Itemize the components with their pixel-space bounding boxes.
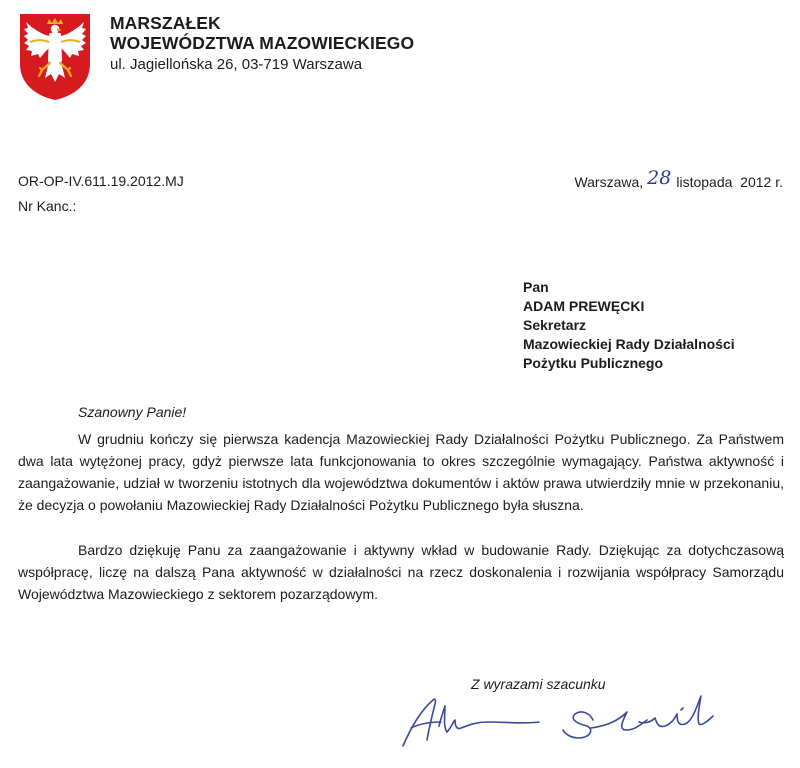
recipient-line: Pożytku Publicznego — [523, 355, 664, 371]
body-paragraph: Bardzo dziękuję Panu za zaangażowanie i aktywny wkład w budowanie Rady. Dziękując za dotychczasową współpracę, liczę na dalszą Pana aktywność w działalności na rzecz doskonalenia i rozwijania współpracy Samorządu Województwa Mazowieckiego z sektorem pozarządowym. — [18, 542, 784, 602]
recipient-block — [523, 278, 735, 373]
recipient-line: Sekretarz — [523, 317, 587, 333]
office-address: ul. Jagiellońska 26, 03-719 Warszawa — [110, 56, 363, 73]
recipient-line: Mazowieckiej Rady Działalności — [523, 336, 735, 352]
dateline — [574, 167, 783, 192]
body-paragraph: W grudniu kończy się pierwsza kadencja Mazowieckiej Rady Działalności Pożytku Publicznego. Za Państwem dwa lata wytężonej pracy, gdyż pierwsze lata funkcjonowania to okres szczególnie wymagający. Państwa aktywność i zaangażowanie, udział w tworzeniu istotnych dla województwa dokumentów i aktów prawa utwierdziły mnie w przekonaniu, że decyzja o powołaniu Mazowieckiej Rady Działalności Pożytku Publicznego była słuszna. — [18, 431, 784, 513]
handwritten-signature-icon — [395, 682, 725, 752]
office-title-line1: MARSZAŁEK — [110, 13, 221, 33]
closing-phrase: Z wyrazami szacunku — [471, 676, 606, 692]
date-day-handwritten: 28 — [647, 167, 672, 189]
date-month-year: listopada 2012 r. — [676, 174, 783, 190]
office-heading — [110, 13, 414, 74]
recipient-line: Pan — [523, 279, 549, 295]
office-title-line2: WOJEWÓDZTWA MAZOWIECKIEGO — [110, 33, 415, 53]
date-place: Warszawa, — [574, 174, 644, 190]
salutation: Szanowny Panie! — [78, 404, 187, 420]
recipient-line: ADAM PREWĘCKI — [523, 298, 645, 314]
kanc-number-label: Nr Kanc.: — [18, 198, 77, 214]
mazovia-eagle-crest-icon — [18, 12, 92, 102]
reference-number: OR-OP-IV.611.19.2012.MJ — [18, 173, 184, 189]
